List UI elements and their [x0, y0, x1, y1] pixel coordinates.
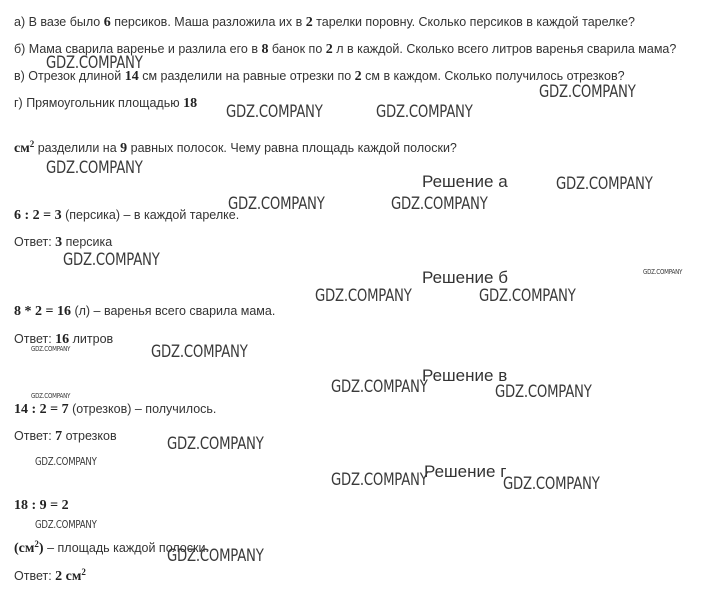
- watermark: GDZ.COMPANY: [31, 392, 71, 400]
- solution-b-expression: 8 * 2 = 16 (л) – варенья всего сварила мама.: [14, 304, 276, 319]
- watermark: GDZ.COMPANY: [151, 342, 248, 362]
- watermark: GDZ.COMPANY: [35, 518, 97, 531]
- solution-c-heading: Решение в: [422, 366, 508, 385]
- watermark: GDZ.COMPANY: [503, 474, 600, 494]
- watermark: GDZ.COMPANY: [556, 174, 653, 194]
- watermark: GDZ.COMPANY: [167, 546, 264, 566]
- watermark: GDZ.COMPANY: [315, 286, 412, 306]
- task-c: в) Отрезок длиной 14 см разделили на равные отрезки по 2 см в каждом. Сколько получилось отрезков?: [14, 69, 625, 84]
- task-d-line1: г) Прямоугольник площадью 18: [14, 96, 198, 111]
- task-b: б) Мама сварила варенье и разлила его в 8 банок по 2 л в каждой. Сколько всего литров варенья сварила мама?: [14, 42, 677, 57]
- watermark: GDZ.COMPANY: [46, 158, 143, 178]
- solution-d-heading: Решение г: [424, 462, 507, 481]
- watermark: GDZ.COMPANY: [331, 470, 428, 490]
- solution-d-unit-line: $(см^2)$ – площадь каждой полоски.: [14, 539, 209, 557]
- watermark: GDZ.COMPANY: [167, 434, 264, 454]
- watermark: GDZ.COMPANY: [63, 250, 160, 270]
- watermark: GDZ.COMPANY: [643, 268, 683, 276]
- watermark: GDZ.COMPANY: [376, 102, 473, 122]
- solution-b-answer: Ответ: 16 литров: [14, 332, 114, 347]
- watermark: GDZ.COMPANY: [495, 382, 592, 402]
- solution-a-heading: Решение а: [422, 172, 508, 191]
- watermark: GDZ.COMPANY: [539, 82, 636, 102]
- solution-b-heading: Решение б: [422, 268, 508, 287]
- solution-d-answer: Ответ: 2 $см^2$: [14, 567, 86, 585]
- solution-a-answer: Ответ: 3 персика: [14, 235, 113, 250]
- watermark: GDZ.COMPANY: [31, 345, 71, 353]
- watermark: GDZ.COMPANY: [391, 194, 488, 214]
- task-d-line2: $см^2$ разделили на 9 равных полосок. Чему равна площадь каждой полоски?: [14, 139, 457, 157]
- watermark: GDZ.COMPANY: [228, 194, 325, 214]
- watermark: GDZ.COMPANY: [46, 53, 143, 73]
- watermark: GDZ.COMPANY: [331, 377, 428, 397]
- solution-d-expression: 18 : 9 = 2: [14, 498, 69, 513]
- solution-a-expression: 6 : 2 = 3 (персика) – в каждой тарелке.: [14, 208, 240, 223]
- solution-c-expression: 14 : 2 = 7 (отрезков) – получилось.: [14, 402, 217, 417]
- watermark: GDZ.COMPANY: [479, 286, 576, 306]
- watermark: GDZ.COMPANY: [226, 102, 323, 122]
- watermark: GDZ.COMPANY: [35, 455, 97, 468]
- task-a: а) В вазе было 6 персиков. Маша разложила их в 2 тарелки поровну. Сколько персиков в каждой тарелке?: [14, 15, 635, 30]
- solution-c-answer: Ответ: 7 отрезков: [14, 429, 117, 444]
